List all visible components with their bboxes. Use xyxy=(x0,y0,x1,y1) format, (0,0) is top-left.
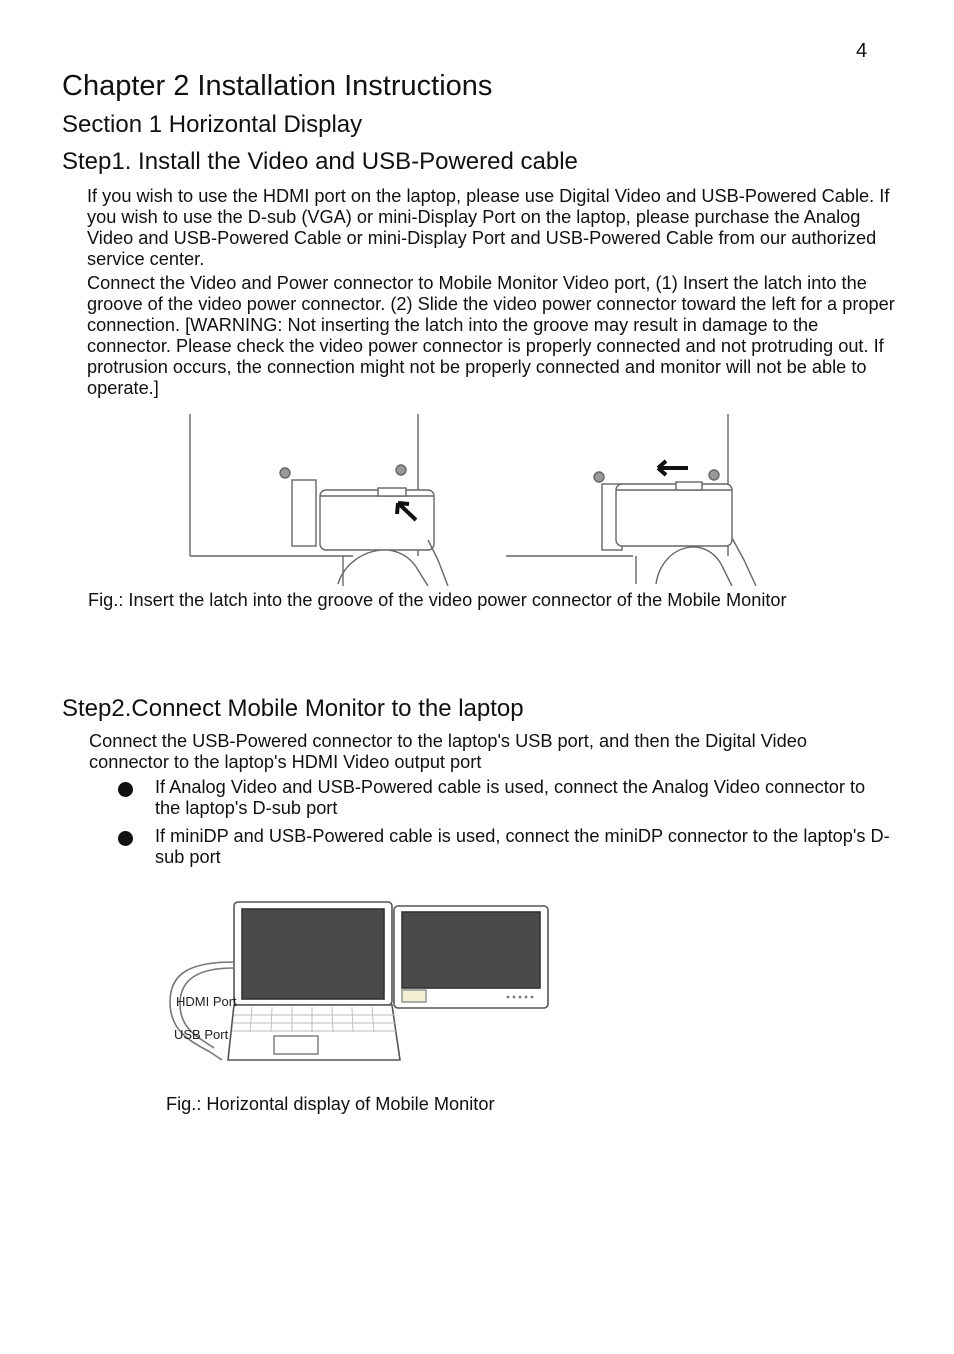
mobile-monitor-illustration xyxy=(394,906,548,1008)
list-item-text: If Analog Video and USB-Powered cable is used, connect the Analog Video connector to the laptop's D-sub port xyxy=(155,777,866,818)
chapter-title: Chapter 2 Installation Instructions xyxy=(62,70,493,102)
connector-illustration-step-2 xyxy=(506,414,756,586)
connector-illustration-step-1 xyxy=(190,414,448,586)
step2-title: Step2.Connect Mobile Monitor to the laptop xyxy=(62,695,524,722)
figure-1-caption: Fig.: Insert the latch into the groove of the video power connector of the Mobile Monitor xyxy=(88,590,787,610)
step1-paragraph-1: If you wish to use the HDMI port on the laptop, please use Digital Video and USB-Powered Cable. If you wish to use the D-sub (VGA) or mini-Display Port on the laptop, please purchase the Analog Video and USB-Powered Cable or mini-Display Port and USB-Powered Cable from our authorized service center. xyxy=(87,186,890,269)
step2-paragraph: Connect the USB-Powered connector to the laptop's USB port, and then the Digital Video connector to the laptop's HDMI Video output port xyxy=(89,731,807,772)
section-title: Section 1 Horizontal Display xyxy=(62,111,363,138)
hdmi-port-label: HDMI Port xyxy=(176,994,237,1009)
list-item-text: If miniDP and USB-Powered cable is used, connect the miniDP connector to the laptop's D-sub port xyxy=(155,826,890,867)
laptop-illustration xyxy=(228,902,400,1060)
cable-illustration xyxy=(170,962,234,1060)
usb-port-label: USB Port xyxy=(174,1027,229,1042)
bullet-icon xyxy=(118,831,133,846)
step1-title: Step1. Install the Video and USB-Powered cable xyxy=(62,148,578,175)
step1-paragraph-2: Connect the Video and Power connector to Mobile Monitor Video port, (1) Insert the latch into the groove of the video power connector. (2) Slide the video power connector toward the left for a proper connection. [WARNING: Not inserting the latch into the groove may result in damage to the connector. Please check the video power connector is properly connected and not protruding out. If protrusion occurs, the connection might not be properly connected and monitor will not be able to operate.] xyxy=(87,273,895,398)
left-arrow-icon xyxy=(658,461,688,475)
horizontal-display-figure xyxy=(162,892,557,1072)
page-number: 4 xyxy=(856,40,868,62)
connector-insertion-figure xyxy=(188,410,760,586)
figure-2-caption: Fig.: Horizontal display of Mobile Monitor xyxy=(166,1094,495,1114)
bullet-icon xyxy=(118,782,133,797)
